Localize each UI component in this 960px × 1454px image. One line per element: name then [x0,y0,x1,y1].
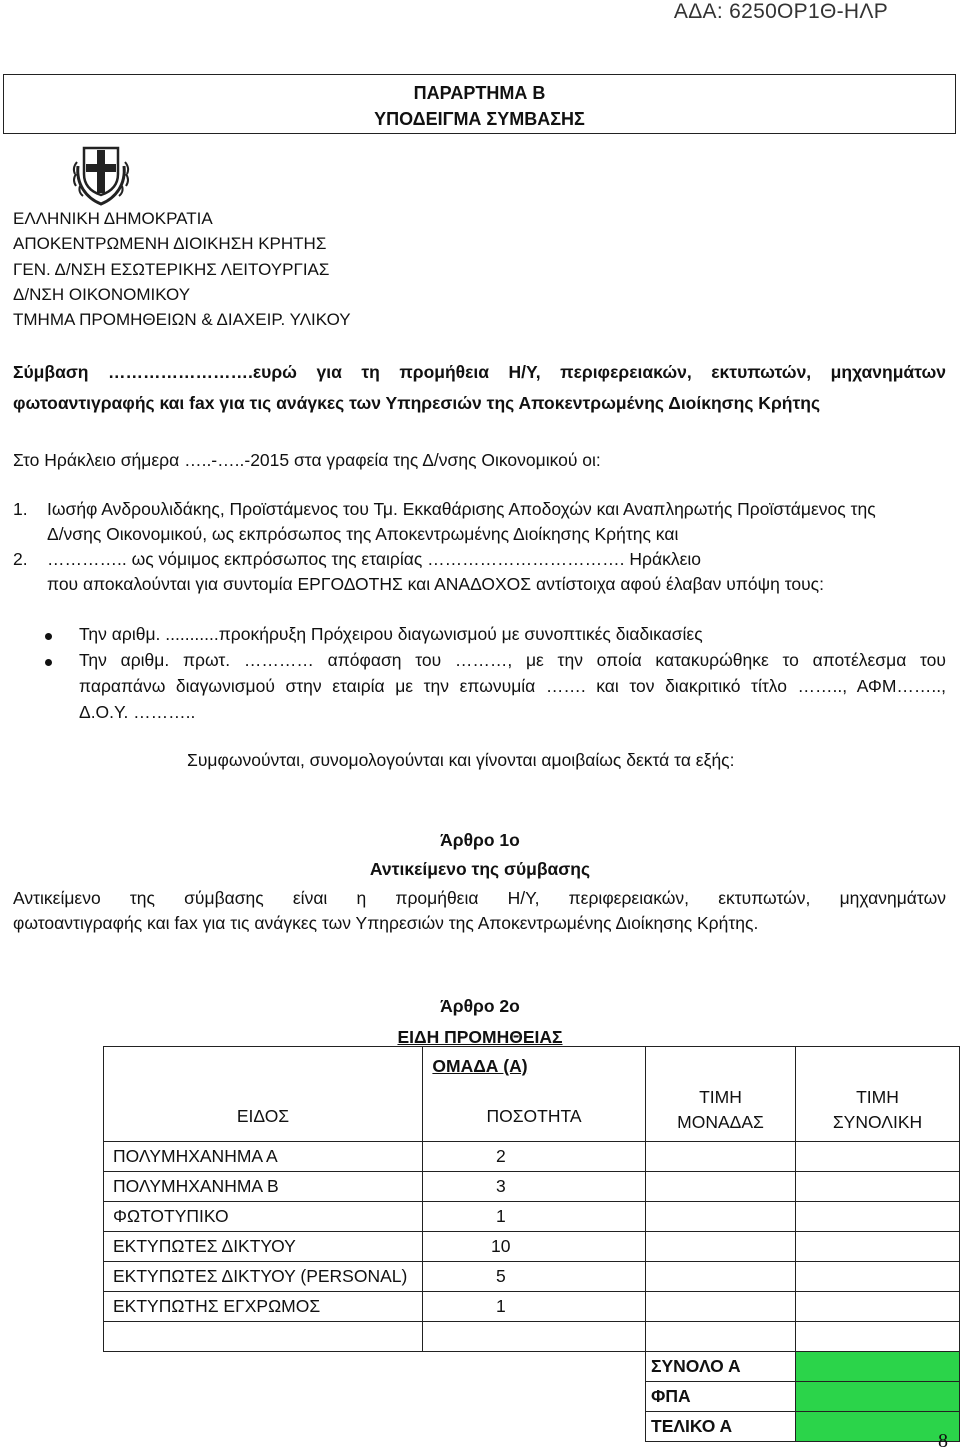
issuer-line: ΑΠΟΚΕΝΤΡΩΜΕΝΗ ΔΙΟΙΚΗΣΗ ΚΡΗΤΗΣ [13,234,327,254]
annex-subtitle: ΥΠΟΔΕΙΓΜΑ ΣΥΜΒΑΣΗΣ [374,109,585,129]
item-name: ΠΟΛΥΜΗΧΑΝΗΜΑ Β [104,1172,423,1202]
article2-title: ΕΙΔΗ ΠΡΟΜΗΘΕΙΑΣ [397,1027,563,1047]
item-name: ΕΚΤΥΠΩΤΕΣ ΔΙΚΤΥΟΥ (PERSONAL) [104,1262,423,1292]
article1-title: Αντικείμενο της σύμβασης [369,859,591,879]
summary-row-total [104,1412,960,1442]
total-price-cell [796,1202,960,1232]
col-header-unit-price: ΤΙΜΗ ΜΟΝΑΔΑΣ [646,1047,796,1142]
party1-line2: Δ/νσης Οικονομικού, ως εκπρόσωπος της Αποκεντρωμένης Διοίκησης Κρήτης και [47,524,679,544]
item-name: ΕΚΤΥΠΩΤΗΣ ΕΓΧΡΩΜΟΣ [104,1292,423,1322]
issuer-line: Δ/ΝΣΗ ΟΙΚΟΝΟΜΙΚΟΥ [13,284,191,304]
col-header-item: ΕΙΔΟΣ [104,1047,423,1142]
ada-watermark: ΑΔΑ: 6250ΟΡ1Θ-ΗΛΡ [673,0,888,23]
empty-cell [646,1322,796,1352]
unit-price-cell [646,1232,796,1262]
item-name: ΦΩΤΟΤΥΠΙΚΟ [104,1202,423,1232]
issuer-line: ΓΕΝ. Δ/ΝΣΗ ΕΣΩΤΕΡΙΚΗΣ ΛΕΙΤΟΥΡΓΙΑΣ [13,259,330,279]
article2-heading: Άρθρο 2ο [440,996,520,1016]
item-name: ΠΟΛΥΜΗΧΑΝΗΜΑ Α [104,1142,423,1172]
total-price-cell [796,1172,960,1202]
empty-cell [104,1322,423,1352]
article1-line2: φωτοαντιγραφής και fax για τις ανάγκες των Υπηρεσιών της Αποκεντρωμένης Διοίκησης Κρήτης. [13,913,759,933]
item-quantity: 2 [423,1142,646,1172]
table-row [104,1262,960,1292]
greek-coat-of-arms-icon [66,136,136,208]
supply-items-table [103,1046,960,1442]
vat-value-cell [796,1382,960,1412]
issuer-line: ΤΜΗΜΑ ΠΡΟΜΗΘΕΙΩΝ & ΔΙΑΧΕΙΡ. ΥΛΙΚΟΥ [13,310,351,330]
unit-price-cell [646,1262,796,1292]
empty-cell [423,1322,646,1352]
article1-line1: Αντικείμενο της σύμβασης είναι η προμήθεια Η/Υ, περιφερειακών, εκτυπωτών, μηχανημάτων [13,888,946,908]
party2-line2: που αποκαλούνται για συντομία ΕΡΓΟΔΟΤΗΣ και ΑΝΑΔΟΧΟΣ αντίστοιχα αφού έλαβαν υπόψη τους: [47,574,824,594]
item-quantity: 3 [423,1172,646,1202]
unit-price-cell [646,1142,796,1172]
annex-header-box [3,74,956,134]
contract-title-line2: φωτοαντιγραφής και fax για τις ανάγκες των Υπηρεσιών της Αποκεντρωμένης Διοίκησης Κρήτης [13,393,821,413]
table-row-empty [104,1322,960,1352]
table-header-row [104,1047,960,1142]
summary-row-vat [104,1382,960,1412]
col-header-total-price: ΤΙΜΗ ΣΥΝΟΛΙΚΗ [796,1047,960,1142]
total-price-cell [796,1262,960,1292]
total-price-cell [796,1232,960,1262]
bullet-dot [45,659,52,666]
col-header-qty: ΠΟΣΟΤΗΤΑ [423,1047,646,1142]
unit-price-cell [646,1292,796,1322]
item-quantity: 1 [423,1202,646,1232]
party2-number: 2. [13,549,28,569]
vat-label: ΦΠΑ [646,1382,796,1412]
unit-price-cell [646,1172,796,1202]
table-row [104,1202,960,1232]
recital-2-line3: Δ.Ο.Υ. ……….. [79,702,196,722]
empty-cell [796,1322,960,1352]
subtotal-value-cell [796,1352,960,1382]
recital-1: Την αριθμ. ...........προκήρυξη Πρόχειρου διαγωνισμού με συνοπτικές διαδικασίες [79,624,703,644]
party1-line1: Ιωσήφ Ανδρουλιδάκης, Προϊστάμενος του Τμ. Εκκαθάρισης Αποδοχών και Αναπληρωτής Προϊστάμενος της [47,499,876,519]
recital-2-line1: Την αριθμ. πρωτ. ………… απόφαση του ………, με την οποία κατακυρώθηκε το αποτέλεσμα του [79,650,946,670]
total-price-cell [796,1292,960,1322]
bullet-dot [45,633,52,640]
table-row [104,1142,960,1172]
item-quantity: 1 [423,1292,646,1322]
agreement-line: Συμφωνούνται, συνομολογούνται και γίνονται αμοιβαίως δεκτά τα εξής: [187,750,735,770]
article2-group: ΟΜΑΔΑ (Α) [432,1056,528,1076]
subtotal-label: ΣΥΝΟΛΟ Α [646,1352,796,1382]
annex-title: ΠΑΡΑΡΤΗΜΑ Β [413,83,546,103]
contract-title-line1: Σύμβαση …………………….ευρώ για τη προμήθεια Η/Υ, περιφερειακών, εκτυπωτών, μηχανημάτων [13,362,946,382]
item-quantity: 5 [423,1262,646,1292]
item-quantity: 10 [423,1232,646,1262]
party1-number: 1. [13,499,28,519]
issuer-block [13,206,351,332]
unit-price-cell [646,1202,796,1232]
table-row [104,1292,960,1322]
total-price-cell [796,1142,960,1172]
place-date: Στο Ηράκλειο σήμερα …..-…..-2015 στα γραφεία της Δ/νσης Οικονομικού οι: [13,450,601,470]
summary-row-subtotal [104,1352,960,1382]
recital-2-line2: παραπάνω διαγωνισμού στην εταιρία με την επωνυμία ……. και τον διακριτικό τίτλο …….., ΑΦΜ…….., [79,676,946,696]
table-row [104,1172,960,1202]
total-value-cell [796,1412,960,1442]
article1-heading: Άρθρο 1ο [440,830,520,850]
total-label: ΤΕΛΙΚΟ Α [646,1412,796,1442]
item-name: ΕΚΤΥΠΩΤΕΣ ΔΙΚΤΥΟΥ [104,1232,423,1262]
table-row [104,1232,960,1262]
page-number: 8 [938,1430,948,1452]
issuer-line: ΕΛΛΗΝΙΚΗ ΔΗΜΟΚΡΑΤΙΑ [13,209,213,228]
party2-line1: ………….. ως νόμιμος εκπρόσωπος της εταιρίας ……………………………. Ηράκλειο [47,549,702,569]
